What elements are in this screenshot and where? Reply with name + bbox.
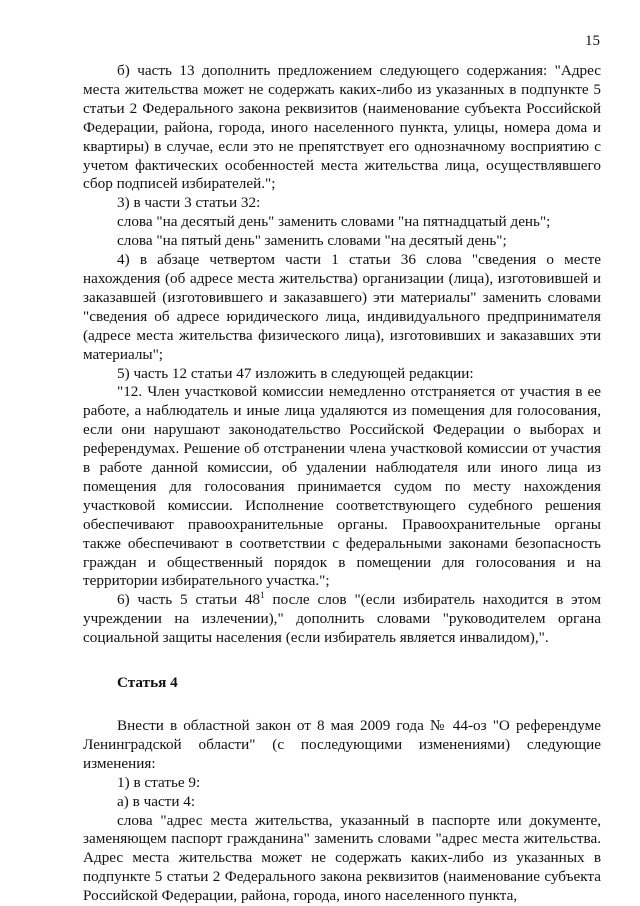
paragraph-replace-fifth-day: слова "на пятый день" заменить словами "на десятый день"; bbox=[117, 232, 507, 250]
item-6-before: 6) часть 5 статьи 48 bbox=[117, 591, 261, 609]
paragraph-replace-address: слова "адрес места жительства, указанный в паспорте или документе, заменяющем паспорт гражданина" заменить словами "адрес места жительства. Адрес места жительства может не содержать каких-либо из указанных в подпункте 5 статьи 2 Федерального закона реквизитов (наименование субъекта Российской Федерации, района, города, иного населенного пункта, bbox=[83, 811, 601, 905]
document-body bbox=[83, 62, 601, 906]
paragraph-part-4: а) в части 4: bbox=[117, 792, 196, 810]
paragraph-article-9: 1) в статье 9: bbox=[117, 773, 201, 791]
paragraph-item-3: 3) в части 3 статьи 32: bbox=[117, 194, 261, 212]
article-4-heading: Статья 4 bbox=[117, 674, 178, 692]
paragraph-13-amendment: б) часть 13 дополнить предложением следующего содержания: "Адрес места жительства может не содержать каких-либо из указанных в подпункте 5 статьи 2 Федерального закона реквизитов (наименование субъекта Российской Федерации, района, города, иного населенного пункта, улицы, номера дома и квартиры) в случае, если это не препятствует его однозначному восприятию с учетом фактических особенностей места жительства лица, осуществлявшего сбор подписей избирателей."; bbox=[83, 62, 601, 193]
paragraph-amend-law: Внести в областной закон от 8 мая 2009 года № 44-оз "О референдуме Ленинградской области" (с последующими изменениями) следующие изменения: bbox=[83, 717, 601, 772]
page-number: 15 bbox=[585, 33, 600, 49]
paragraph-item-5: 5) часть 12 статьи 47 изложить в следующей редакции: bbox=[117, 364, 474, 382]
paragraph-item-6 bbox=[83, 591, 601, 648]
paragraph-part-12-text: "12. Член участковой комиссии немедленно отстраняется от участия в ее работе, а наблюдатель и иные лица удаляются из помещения для голосования, если они нарушают законодательство Российской Федерации о выборах и референдумах. Решение об отстранении члена участковой комиссии от участия в работе данной комиссии, об удалении наблюдателя или иного лица из помещения для голосования принимается судом по месту нахождения участковой комиссии. Исполнение соответствующего судебного решения обеспечивают правоохранительные органы. Правоохранительные органы также обеспечивают в соответствии с федеральными законами безопасность граждан и общественный порядок в помещении для голосования и на территории избирательного участка."; bbox=[83, 383, 601, 590]
paragraph-replace-tenth-day: слова "на десятый день" заменить словами "на пятнадцатый день"; bbox=[117, 213, 551, 231]
paragraph-item-4: 4) в абзаце четвертом части 1 статьи 36 слова "сведения о месте нахождения (об адресе места жительства) организации (лица), изготовившей и заказавшей (изготовившего и заказавшего) эти материалы" заменить словами "сведения об адресе юридического лица, индивидуального предпринимателя (адресе места жительства физического лица), изготовивших и заказавших эти материалы"; bbox=[83, 251, 601, 363]
item-6-after: после слов "(если избиратель находится в этом учреждении на излечении)," дополнить словами "руководителем органа социальной защиты населения (если избиратель является инвалидом),". bbox=[83, 591, 601, 647]
item-6-superscript: 1 bbox=[260, 590, 265, 601]
